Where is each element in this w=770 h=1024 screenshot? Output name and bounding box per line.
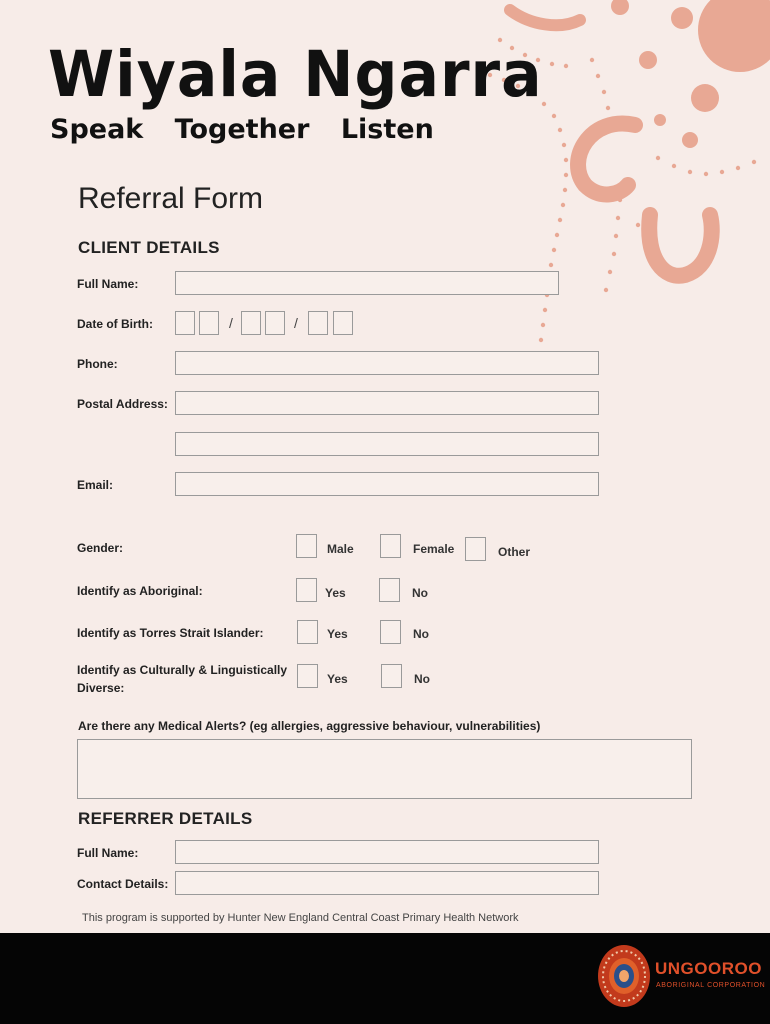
aboriginal-label: Identify as Aboriginal: — [77, 584, 203, 598]
cald-no-checkbox[interactable] — [381, 664, 402, 688]
cald-yes-checkbox[interactable] — [297, 664, 318, 688]
torres-no-label: No — [413, 627, 429, 641]
gender-female-checkbox[interactable] — [380, 534, 401, 558]
aboriginal-no-checkbox[interactable] — [379, 578, 400, 602]
dob-month-1[interactable] — [241, 311, 261, 335]
postal-address-field-line2[interactable] — [175, 432, 599, 456]
dob-year-2[interactable] — [333, 311, 353, 335]
dob-separator: / — [229, 315, 233, 331]
torres-no-checkbox[interactable] — [380, 620, 401, 644]
ungooroo-logo-tagline: ABORIGINAL CORPORATION — [656, 982, 766, 989]
cald-label-line1: Identify as Culturally & Linguistically — [77, 663, 288, 677]
footer-bar — [0, 933, 770, 1024]
medical-alerts-textarea[interactable] — [77, 739, 692, 799]
brand-title: Wiyala Ngarra — [48, 38, 543, 112]
dob-day-1[interactable] — [175, 311, 195, 335]
aboriginal-yes-checkbox[interactable] — [296, 578, 317, 602]
email-field[interactable] — [175, 472, 599, 496]
postal-address-field-line1[interactable] — [175, 391, 599, 415]
torres-yes-checkbox[interactable] — [297, 620, 318, 644]
referrer-full-name-label: Full Name: — [77, 846, 139, 860]
dob-label: Date of Birth: — [77, 317, 153, 331]
dob-year-1[interactable] — [308, 311, 328, 335]
dob-day-2[interactable] — [199, 311, 219, 335]
phone-label: Phone: — [77, 357, 118, 371]
full-name-label: Full Name: — [77, 277, 139, 291]
gender-other-checkbox[interactable] — [465, 537, 486, 561]
support-statement: This program is supported by Hunter New England Central Coast Primary Health Network — [82, 912, 519, 924]
dob-month-2[interactable] — [265, 311, 285, 335]
referrer-full-name-field[interactable] — [175, 840, 599, 864]
brand-subtitle: Speak Together Listen — [50, 114, 434, 145]
referrer-details-heading: REFERRER DETAILS — [78, 809, 253, 828]
cald-no-label: No — [414, 672, 430, 686]
contact-details-field[interactable] — [175, 871, 599, 895]
gender-male-label: Male — [327, 542, 354, 556]
gender-label: Gender: — [77, 541, 124, 555]
full-name-field[interactable] — [175, 271, 559, 295]
email-label: Email: — [77, 478, 114, 492]
dob-separator: / — [294, 315, 298, 331]
ungooroo-logo-icon — [596, 943, 652, 1009]
cald-label-line2: Diverse: — [77, 681, 125, 695]
cald-yes-label: Yes — [327, 672, 348, 686]
torres-yes-label: Yes — [327, 627, 348, 641]
client-details-heading: CLIENT DETAILS — [78, 238, 220, 257]
torres-strait-label: Identify as Torres Strait Islander: — [77, 626, 264, 640]
aboriginal-yes-label: Yes — [325, 586, 346, 600]
gender-male-checkbox[interactable] — [296, 534, 317, 558]
gender-female-label: Female — [413, 542, 455, 556]
contact-details-label: Contact Details: — [77, 877, 169, 891]
gender-other-label: Other — [498, 545, 531, 559]
ungooroo-logo-text: UNGOOROO — [655, 959, 762, 978]
aboriginal-no-label: No — [412, 586, 428, 600]
form-title: Referral Form — [78, 182, 264, 215]
phone-field[interactable] — [175, 351, 599, 375]
medical-alerts-label: Are there any Medical Alerts? (eg allergies, aggressive behaviour, vulnerabilities) — [78, 719, 541, 733]
postal-address-label: Postal Address: — [77, 397, 168, 411]
